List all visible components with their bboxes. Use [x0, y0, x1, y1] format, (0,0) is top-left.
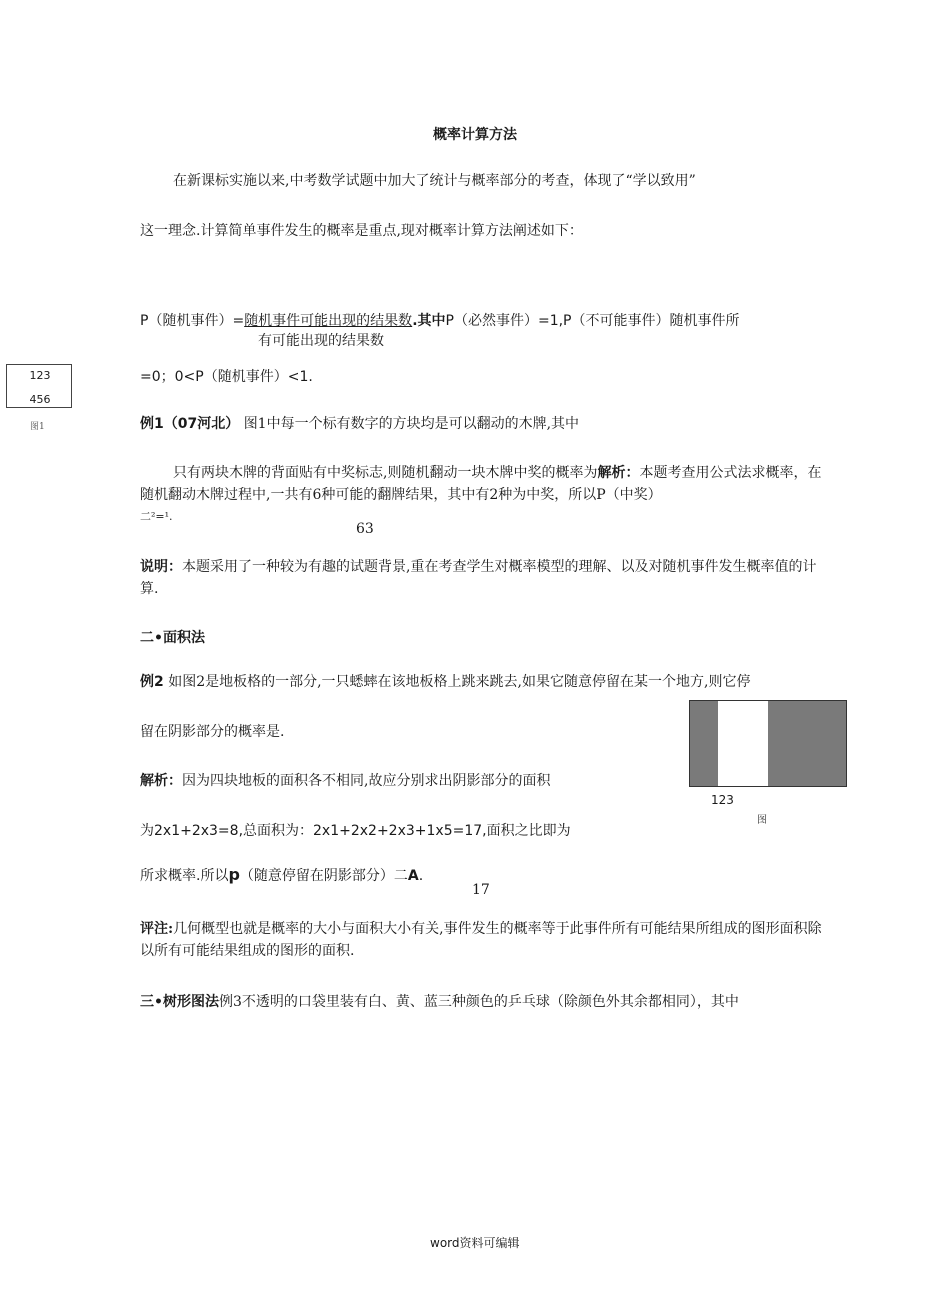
example-1-analysis-label: 解析：: [597, 465, 640, 481]
example-2-text: 如图2是地板格的一部分,一只蟋蟀在该地板格上跳来跳去,如果它随意停留在某一个地方,则它停: [168, 674, 751, 690]
example-2-analysis-3: [140, 865, 423, 885]
formula-certain: P（必然事件）=1,P（不可能事件）随机事件所: [445, 313, 740, 329]
tile-row-1: 123: [29, 369, 51, 382]
analysis-3-A: A: [407, 868, 419, 884]
comment-label: 评注:: [140, 921, 174, 937]
example-2-line-2: 留在阴影部分的概率是.: [140, 724, 285, 740]
analysis-3-end: .: [418, 868, 424, 884]
example-1-fraction: 二²=¹.: [140, 510, 173, 523]
example-2-denominator: 17: [472, 882, 490, 898]
formula-denominator: 有可能出现的结果数: [258, 333, 384, 349]
analysis-3-b: （随意停留在阴影部分）二: [239, 868, 408, 884]
example-2-analysis-label: 解析：: [140, 773, 182, 789]
formula-p-open: P（随机事件）=: [140, 313, 245, 329]
example-1-denominator: 63: [356, 521, 374, 537]
comment-text: 几何概型也就是概率的大小与面积大小有关,事件发生的概率等于此事件所有可能结果所组成的图形面积除以所有可能结果组成的图形的面积.: [140, 921, 822, 959]
example-2-label: 例2: [140, 674, 164, 690]
note-1-text: 本题采用了一种较为有趣的试题背景,重在考查学生对概率模型的理解、以及对随机事件发生概率值的计算.: [140, 559, 817, 597]
section-2-heading: 二•面积法: [140, 630, 205, 646]
page-title: 概率计算方法: [433, 127, 517, 143]
example-2-analysis-text: 因为四块地板的面积各不相同,故应分别求出阴影部分的面积: [182, 773, 551, 789]
note-1-label: 说明：: [140, 559, 182, 575]
floor-shaded-tile-1: [690, 701, 718, 786]
example-1-label: 例1（07河北）: [140, 416, 240, 432]
note-1: [140, 556, 825, 600]
intro-line-2: 这一理念.计算简单事件发生的概率是重点,现对概率计算方法阐述如下：: [140, 223, 583, 239]
formula-line-1: [140, 310, 740, 330]
analysis-3-p: p: [228, 865, 240, 884]
section-3-text: 例3不透明的口袋里装有白、黄、蓝三种颜色的乒乓球（除颜色外其余都相同），其中: [218, 994, 739, 1010]
formula-line-3: =0；0<P（随机事件）<1.: [140, 369, 313, 385]
comment: [140, 918, 825, 962]
example-1-text: 图1中每一个标有数字的方块均是可以翻动的木牌,其中: [243, 416, 580, 432]
figure-2-caption: 图: [757, 815, 767, 826]
example-1-line: [140, 413, 579, 433]
example-1-para-b: 本题考查用公式法求概率，在随机翻动木牌过程中,一共有6种可能的翻牌结果，其中有2种为中奖，所以P（中奖）: [140, 465, 822, 503]
example-1-para-a: 只有两块木牌的背面贴有中奖标志,则随机翻动一块木牌中奖的概率为: [173, 465, 598, 481]
figure-2-floor: [689, 700, 847, 787]
example-2-line-1: [140, 671, 750, 691]
formula-mid: .其中: [412, 313, 446, 329]
floor-white-tile: [718, 701, 768, 786]
floor-shaded-tile-2: [768, 701, 846, 786]
figure-1-caption: 图1: [30, 422, 45, 432]
example-2-analysis-2: 为2x1+2x3=8,总面积为：2x1+2x2+2x3+1x5=17,面积之比即为: [140, 823, 571, 839]
page-footer: word资料可编辑: [430, 1236, 520, 1250]
analysis-3-a: 所求概率.所以: [140, 868, 229, 884]
section-3-heading: 三•树形图法: [140, 994, 219, 1010]
example-2-analysis-1: [140, 770, 550, 790]
figure-1-tiles: [6, 364, 72, 408]
example-1-analysis: [140, 462, 825, 506]
section-3-line: [140, 991, 739, 1011]
intro-line-1: 在新课标实施以来,中考数学试题中加大了统计与概率部分的考查，体现了“学以致用”: [173, 173, 696, 189]
tile-row-2: 456: [29, 393, 51, 406]
formula-numerator: 随机事件可能出现的结果数: [244, 313, 413, 329]
figure-2-label: 123: [711, 793, 734, 807]
